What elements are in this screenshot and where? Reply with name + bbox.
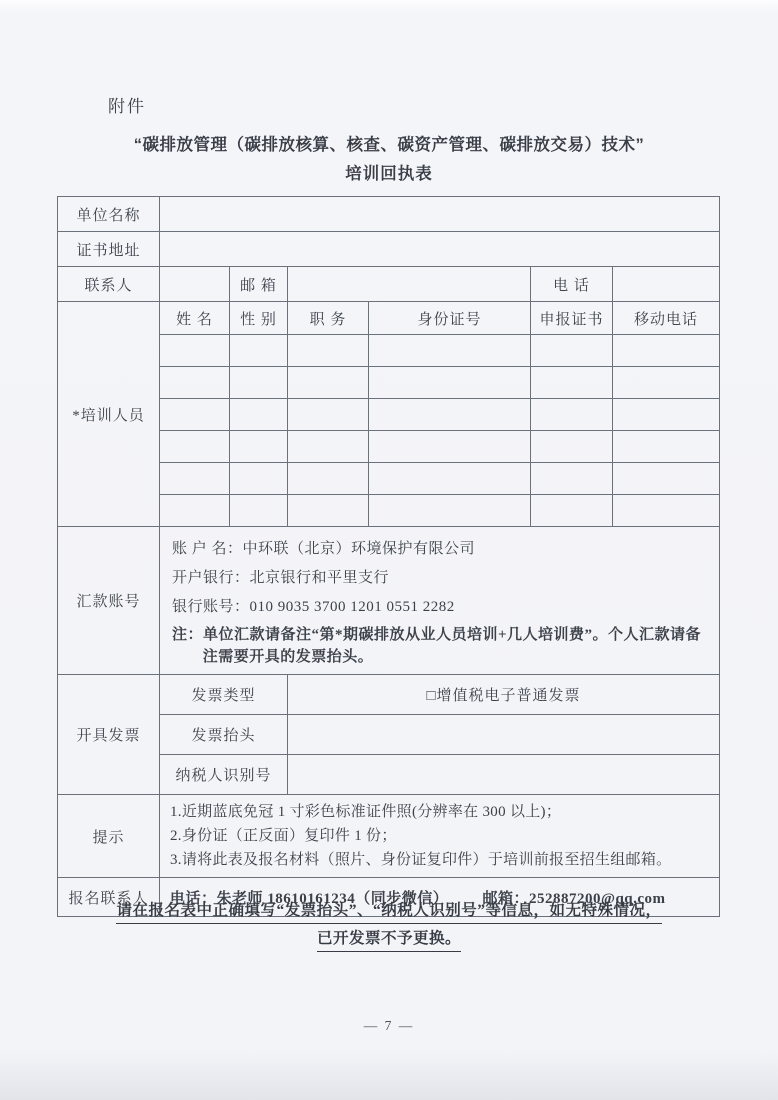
trainees-label: *培训人员 [58,302,160,527]
remittance-row [58,527,720,675]
trainee-empty-cell [369,335,531,367]
trainee-empty-cell [230,431,288,463]
trainee-col-certificate: 申报证书 [531,302,613,335]
trainee-empty-cell [369,495,531,527]
trainee-empty-cell [160,367,230,399]
trainee-empty-cell [160,399,230,431]
tip-item: 2.身份证（正反面）复印件 1 份； [170,828,397,844]
trainee-col-id-number: 身份证号 [369,302,531,335]
trainee-empty-cell [613,367,720,399]
registration-contact-email: 邮箱：252887200@qq.com [482,890,666,907]
phone-label: 电 话 [531,267,613,302]
trainee-empty-cell [369,399,531,431]
trainee-empty-cell [288,495,369,527]
cert-address-value-cell [160,232,720,267]
trainee-empty-cell [160,431,230,463]
trainee-empty-cell [288,367,369,399]
trainee-empty-cell [230,335,288,367]
unit-name-row [58,197,720,232]
trainee-empty-cell [160,463,230,495]
trainee-empty-cell [531,399,613,431]
trainee-empty-cell [288,335,369,367]
trainee-empty-cell [160,335,230,367]
contact-row [58,267,720,302]
trainee-empty-cell [531,495,613,527]
cert-address-row [58,232,720,267]
form-title-line2: 培训回执表 [345,165,433,183]
tip-item: 3.请将此表及报名材料（照片、身份证复印件）于培训前报至招生组邮箱。 [170,852,672,868]
remittance-label: 汇款账号 [58,527,160,675]
remittance-details-cell [160,527,720,675]
page-number: — 7 — [363,1018,415,1033]
trainee-empty-cell [613,463,720,495]
invoice-type-label: 发票类型 [160,675,288,715]
invoice-label: 开具发票 [58,675,160,795]
trainee-empty-cell [230,399,288,431]
email-value-cell [288,267,531,302]
contact-label: 联系人 [58,267,160,302]
remittance-account-name: 账 户 名：中环联（北京）环境保护有限公司 [172,541,476,557]
trainee-empty-cell [288,431,369,463]
trainee-empty-cell [230,495,288,527]
trainee-empty-cell [288,399,369,431]
unit-name-value-cell [160,197,720,232]
trainee-empty-cell [613,335,720,367]
cert-address-label: 证书地址 [58,232,160,267]
trainee-empty-cell [369,463,531,495]
trainee-empty-cell [230,367,288,399]
trainee-col-mobile: 移动电话 [613,302,720,335]
trainee-empty-cell [160,495,230,527]
trainee-empty-cell [531,463,613,495]
trainee-empty-cell [230,463,288,495]
trainee-col-gender: 性 别 [230,302,288,335]
invoice-type-row [58,675,720,715]
taxpayer-id-label: 纳税人识别号 [160,755,288,795]
trainee-empty-cell [531,367,613,399]
trainee-empty-cell [613,399,720,431]
footer-note-line1: 请在报名表中正确填写“发票抬头”、“纳税人识别号”等信息，如无特殊情况， [0,901,778,924]
registration-contact-phone: 电话：朱老师 18610161234（同步微信） [170,890,449,907]
remittance-account-number: 银行账号：010 9035 3700 1201 0551 2282 [172,599,455,615]
trainee-empty-cell [369,367,531,399]
contact-value-cell [160,267,230,302]
footer-note-line2: 已开发票不予更换。 [0,929,778,952]
registration-contact-label: 报名联系人 [58,878,160,917]
phone-value-cell [613,267,720,302]
remittance-note: 注：单位汇款请备注“第*期碳排放从业人员培训+几人培训费”。个人汇款请备注需要开具的发票抬头。 [172,627,702,665]
attachment-label: 附件 [108,97,146,116]
invoice-title-label: 发票抬头 [160,715,288,755]
invoice-type-checkbox-option: □增值税电子普通发票 [288,675,720,715]
trainee-empty-cell [369,431,531,463]
trainee-empty-cell [613,495,720,527]
trainee-empty-cell [288,463,369,495]
tips-row [58,795,720,878]
trainee-col-position: 职 务 [288,302,369,335]
invoice-title-value-cell [288,715,720,755]
email-label: 邮 箱 [230,267,288,302]
tips-label: 提示 [58,795,160,878]
tip-item: 1.近期蓝底免冠 1 寸彩色标准证件照(分辨率在 300 以上)； [170,804,562,820]
trainee-empty-cell [613,431,720,463]
remittance-bank: 开户银行：北京银行和平里支行 [172,570,390,586]
taxpayer-id-value-cell [288,755,720,795]
trainee-col-name: 姓 名 [160,302,230,335]
tips-content-cell [160,795,720,878]
registration-form-table [57,196,720,917]
trainee-empty-cell [531,431,613,463]
unit-name-label: 单位名称 [58,197,160,232]
form-title-line1: “碳排放管理（碳排放核算、核查、碳资产管理、碳排放交易）技术” [133,136,645,154]
trainee-header-row [58,302,720,335]
trainee-empty-cell [531,335,613,367]
